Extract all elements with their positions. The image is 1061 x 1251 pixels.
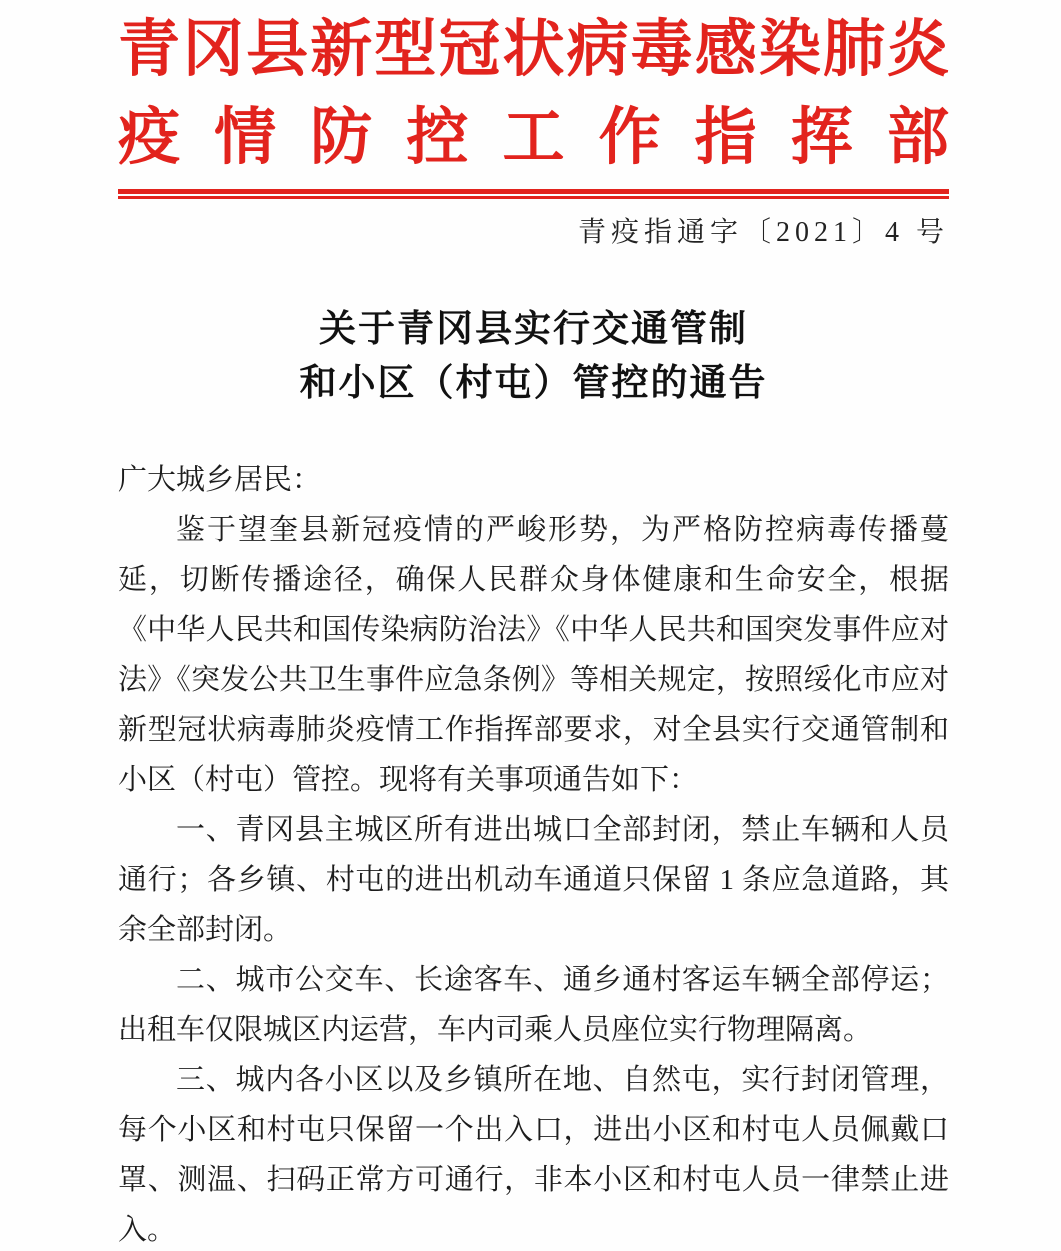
document-body — [118, 455, 949, 1251]
body-paragraph-item1: 一、青冈县主城区所有进出城口全部封闭，禁止车辆和人员通行；各乡镇、村屯的进出机动车通道只保留 1 条应急道路，其余全部封闭。 — [118, 814, 949, 946]
body-paragraph-item3: 三、城内各小区以及乡镇所在地、自然屯，实行封闭管理，每个小区和村屯只保留一个出入口，进出小区和村屯人员佩戴口罩、测温、扫码正常方可通行，非本小区和村屯人员一律禁止进入。 — [118, 1064, 949, 1246]
body-paragraph-item2: 二、城市公交车、长途客车、通乡通村客运车辆全部停运；出租车仅限城区内运营，车内司乘人员座位实行物理隔离。 — [118, 964, 949, 1046]
letterhead-title-line1: 青冈县新型冠状病毒感染肺炎 — [118, 16, 949, 84]
document-letterhead — [118, 6, 949, 182]
document-reference-number: 青疫指通字〔2021〕4 号 — [577, 217, 949, 248]
red-double-divider — [118, 189, 949, 199]
salutation-line: 广大城乡居民： — [118, 464, 322, 496]
notice-title-line2: 和小区（村屯）管控的通告 — [299, 363, 768, 404]
notice-title — [118, 303, 949, 411]
body-paragraph-intro: 鉴于望奎县新冠疫情的严峻形势，为严格防控病毒传播蔓延，切断传播途径，确保人民群众身体健康和生命安全，根据《中华人民共和国传染病防治法》《中华人民共和国突发事件应对法》《突发公共卫生事件应急条例》等相关规定，按照绥化市应对新型冠状病毒肺炎疫情工作指挥部要求，对全县实行交通管制和小区（村屯）管控。现将有关事项通告如下： — [118, 514, 949, 796]
letterhead-title-line2: 疫情防控工作指挥部 — [118, 104, 949, 172]
notice-title-line1: 关于青冈县实行交通管制 — [319, 309, 748, 350]
